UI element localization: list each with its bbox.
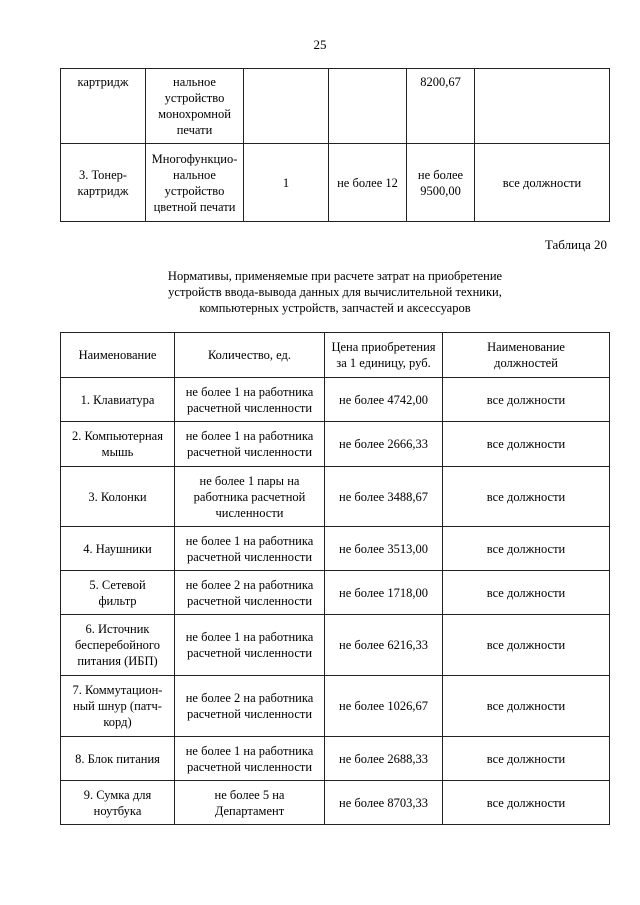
- price-cell: не более 2666,33: [325, 422, 443, 467]
- positions-cell: все должности: [443, 781, 610, 825]
- positions-cell: все должности: [443, 615, 610, 676]
- page-number: 25: [313, 37, 327, 52]
- table-header-row: [61, 333, 610, 378]
- positions-cell: все должности: [443, 378, 610, 422]
- header-name: Наименование: [61, 333, 175, 378]
- device-type-cell: Многофункцио- нальное устройство цветной печати: [146, 144, 244, 222]
- positions-cell: все должности: [443, 467, 610, 527]
- price-cell: не более 8703,33: [325, 781, 443, 825]
- item-name-cell: 8. Блок питания: [61, 737, 175, 781]
- quantity-cell: не более 1 на работника расчетной численности: [175, 527, 325, 571]
- item-name-cell: 3. Тонер- картридж: [61, 144, 146, 222]
- price-cell: не более 2688,33: [325, 737, 443, 781]
- positions-cell: все должности: [443, 422, 610, 467]
- item-name-cell: 1. Клавиатура: [61, 378, 175, 422]
- table-row: [61, 144, 610, 222]
- table-row: [61, 676, 610, 737]
- price-cell: не более 3488,67: [325, 467, 443, 527]
- positions-cell: все должности: [443, 571, 610, 615]
- continued-table: [60, 68, 610, 222]
- quantity-cell: не более 2 на работника расчетной численности: [175, 571, 325, 615]
- price-cell: не более 6216,33: [325, 615, 443, 676]
- quantity-cell: не более 1 пары на работника расчетной численности: [175, 467, 325, 527]
- header-positions: Наименование должностей: [443, 333, 610, 378]
- positions-cell: все должности: [443, 527, 610, 571]
- item-name-cell: картридж: [61, 69, 146, 144]
- table-20: [60, 332, 610, 825]
- price-cell: не более 3513,00: [325, 527, 443, 571]
- table-row: [61, 527, 610, 571]
- table-title: Нормативы, применяемые при расчете затрат на приобретение устройств ввода-вывода данных для вычислительной техники, компьютерных устройств, запчастей и аксессуаров: [167, 269, 503, 315]
- table-row: [61, 737, 610, 781]
- table-row: [61, 422, 610, 467]
- header-price: Цена приобретения за 1 единицу, руб.: [325, 333, 443, 378]
- item-name-cell: 9. Сумка для ноутбука: [61, 781, 175, 825]
- item-name-cell: 2. Компьютерная мышь: [61, 422, 175, 467]
- header-quantity: Количество, ед.: [175, 333, 325, 378]
- positions-cell: все должности: [475, 144, 610, 222]
- item-name-cell: 5. Сетевой фильтр: [61, 571, 175, 615]
- device-type-cell: нальное устройство монохромной печати: [146, 69, 244, 144]
- table-row: [61, 378, 610, 422]
- table-row: [61, 615, 610, 676]
- price-cell: 8200,67: [407, 69, 475, 144]
- quantity-cell: не более 2 на работника расчетной численности: [175, 676, 325, 737]
- quantity-cell: не более 1 на работника расчетной численности: [175, 378, 325, 422]
- table-row: [61, 781, 610, 825]
- quantity-cell: 1: [244, 144, 329, 222]
- quantity-cell: не более 1 на работника расчетной численности: [175, 422, 325, 467]
- pages-cell: не более 12: [329, 144, 407, 222]
- item-name-cell: 4. Наушники: [61, 527, 175, 571]
- positions-cell: все должности: [443, 676, 610, 737]
- table-row: [61, 69, 610, 144]
- item-name-cell: 7. Коммутацион- ный шнур (патч- корд): [61, 676, 175, 737]
- positions-cell: все должности: [443, 737, 610, 781]
- item-name-cell: 3. Колонки: [61, 467, 175, 527]
- quantity-cell: не более 5 на Департамент: [175, 781, 325, 825]
- positions-cell: [475, 69, 610, 144]
- price-cell: не более 1718,00: [325, 571, 443, 615]
- table-label: Таблица 20: [544, 237, 607, 252]
- table-row: [61, 571, 610, 615]
- quantity-cell: не более 1 на работника расчетной численности: [175, 615, 325, 676]
- price-cell: не более 9500,00: [407, 144, 475, 222]
- quantity-cell: не более 1 на работника расчетной численности: [175, 737, 325, 781]
- table-row: [61, 467, 610, 527]
- price-cell: не более 4742,00: [325, 378, 443, 422]
- item-name-cell: 6. Источник бесперебойного питания (ИБП): [61, 615, 175, 676]
- pages-cell: [329, 69, 407, 144]
- price-cell: не более 1026,67: [325, 676, 443, 737]
- quantity-cell: [244, 69, 329, 144]
